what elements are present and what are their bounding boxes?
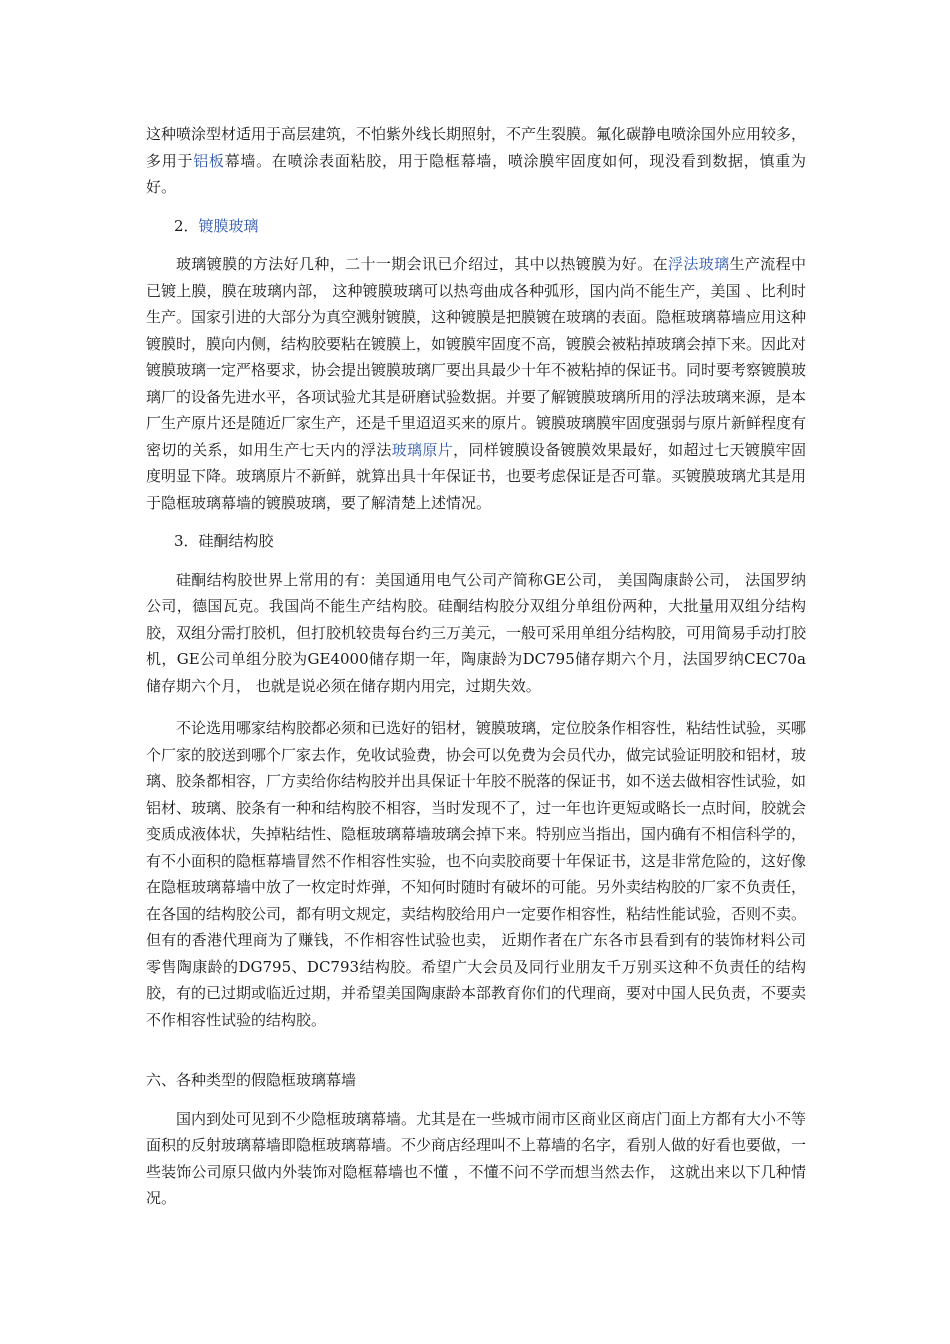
paragraph-text: 生产流程中已镀上膜，膜在玻璃内部， 这种镀膜玻璃可以热弯曲成各种弧形，国内尚不能生产，美国 、比利时生产。国家引进的大部分为真空溅射镀膜，这种镀膜是把膜镀在玻璃的表面。隐框玻璃幕墙应用这种镀膜时，膜向内侧，结构胶要粘在镀膜上，如镀膜牢固度不高，镀膜会被粘掉玻璃会掉下来。因此对镀膜玻璃一定严格要求，协会提出镀膜玻璃厂要出具最少十年不被粘掉的保证书。同时要考察镀膜玻璃厂的设备先进水平，各项试验尤其是研磨试验数据。并要了解镀膜玻璃所用的浮法玻璃来源，是本厂生产原片还是随近厂家生产，还是千里迢迢买来的原片。镀膜玻璃膜牢固度强弱与原片新鲜程度有密切的关系，如用生产七天内的浮法 bbox=[146, 255, 807, 459]
paragraph-compatibility-test: 不论选用哪家结构胶都必须和已选好的铝材，镀膜玻璃，定位胶条作相容性，粘结性试验，买哪个厂家的胶送到哪个厂家去作，免收试验费，协会可以免费为会员代办，做完试验证明胶和铝材，玻璃、胶条都相容，厂方卖给你结构胶并出具保证十年胶不脱落的保证书，如不送去做相容性试验，如铝材、玻璃、胶条有一种和结构胶不相容，当时发现不了，过一年也许更短或略长一点时间，胶就会变质成液体状，失掉粘结性、隐框玻璃幕墙玻璃会掉下来。特别应当指出，国内确有不相信科学的，有不小面积的隐框幕墙冒然不作相容性实验，也不向卖胶商要十年保证书，这是非常危险的，这好像在隐框玻璃幕墙中放了一枚定时炸弹，不知何时随时有破坏的可能。另外卖结构胶的厂家不负责任，在各国的结构胶公司，都有明文规定，卖结构胶给用户一定要作相容性，粘结性能试验，否则不卖。但有的香港代理商为了赚钱，不作相容性试验也卖， 近期作者在广东各市县看到有的装饰材料公司零售陶康龄的DG795、DC793结构胶。希望广大会员及同行业朋友千万别买这种不负责任的结构胶，有的已过期或临近过期，并希望美国陶康龄本部教育你们的代理商，要对中国人民负责，不要卖不作相容性试验的结构胶。 bbox=[146, 719, 807, 1029]
section-heading-silicone: 3．硅酮结构胶 bbox=[174, 532, 274, 550]
heading-number: 2． bbox=[174, 216, 199, 235]
paragraph-coating-profile bbox=[146, 121, 806, 201]
coated-glass-link[interactable]: 镀膜玻璃 bbox=[198, 216, 259, 235]
paragraph-text: 幕墙。在喷涂表面粘胶，用于隐框幕墙，喷涂膜牢固度如何，现没看到数据，慎重为好。 bbox=[146, 151, 806, 196]
raw-glass-link[interactable]: 玻璃原片 bbox=[391, 440, 454, 459]
paragraph-text: 玻璃镀膜的方法好几种，二十一期会讯已介绍过，其中以热镀膜为好。在 bbox=[176, 255, 668, 273]
section-heading-coated-glass bbox=[146, 213, 806, 240]
float-glass-link[interactable]: 浮法玻璃 bbox=[667, 255, 730, 273]
paragraph-coated-glass bbox=[146, 251, 806, 516]
paragraph-fake-curtain-wall: 国内到处可见到不少隐框玻璃幕墙。尤其是在一些城市闹市区商业区商店门面上方都有大小不等面积的反射玻璃幕墙即隐框玻璃幕墙。不少商店经理叫不上幕墙的名字，看别人做的好看也要做，一些装饰公司原只做内外装饰对隐框幕墙也不懂 ，不懂不问不学而想当然去作， 这就出来以下几种情况。 bbox=[146, 1109, 807, 1207]
document-body bbox=[146, 121, 806, 1212]
paragraph-silicone-brands: 硅酮结构胶世界上常用的有：美国通用电气公司产简称GE公司， 美国陶康龄公司， 法国罗纳公司，德国瓦克。我国尚不能生产结构胶。硅酮结构胶分双组分单组份两种，大批量用双组分结构胶，双组分需打胶机，但打胶机较贵每台约三万美元，一般可采用单组分结构胶，可用简易手动打胶机，GE公司单组分胶为GE4000储存期一年，陶康龄为DC795储存期六个月，法国罗纳CEC70a储存期六个月， 也就是说必须在储存期内用完，过期失效。 bbox=[146, 570, 807, 695]
paragraph-text: 这种喷涂型材适用于高层建筑，不怕紫外线长期照射，不产生裂膜。氟化碳静电喷涂国外应用较多，多用于 bbox=[146, 125, 807, 170]
chapter-heading-fake-hidden-frame: 六、各种类型的假隐框玻璃幕墙 bbox=[146, 1071, 357, 1089]
paragraph-text: ，同样镀膜设备镀膜效果最好，如超过七天镀膜牢固度明显下降。玻璃原片不新鲜，就算出具十年保证书，也要考虑保证是否可靠。买镀膜玻璃尤其是用于隐框玻璃幕墙的镀膜玻璃，要了解清楚上述情况。 bbox=[146, 440, 807, 512]
aluminum-panel-link[interactable]: 铝板 bbox=[193, 151, 225, 170]
